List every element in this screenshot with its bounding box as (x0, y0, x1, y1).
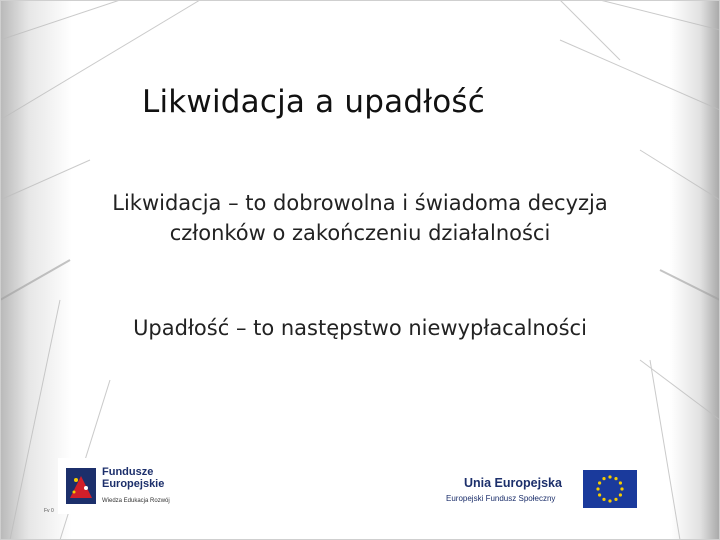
corner-code: Fv 0 (44, 508, 54, 514)
fe-name-line1: Fundusze (102, 466, 154, 478)
fe-name (102, 466, 164, 490)
definition-liquidation (60, 188, 660, 248)
fe-name-line2: Europejskie (102, 478, 165, 490)
unia-europejska-logo (436, 462, 648, 518)
eu-flag-icon (583, 470, 637, 508)
fe-tagline: Wiedza Edukacja Rozwój (102, 498, 170, 504)
definition-liquidation-line2: członków o zakończeniu działalności (169, 221, 551, 245)
ue-fund-name: Europejski Fundusz Społeczny (446, 494, 556, 503)
definition-bankruptcy: Upadłość – to następstwo niewypłacalności (133, 316, 587, 340)
ue-name: Unia Europejska (464, 476, 562, 490)
fundusze-europejskie-logo (58, 458, 200, 514)
slide-title: Likwidacja a upadłość (142, 84, 486, 120)
definition-liquidation-line1: Likwidacja – to dobrowolna i świadoma decyzja (112, 191, 608, 215)
fundusze-europejskie-emblem-icon (66, 468, 96, 504)
